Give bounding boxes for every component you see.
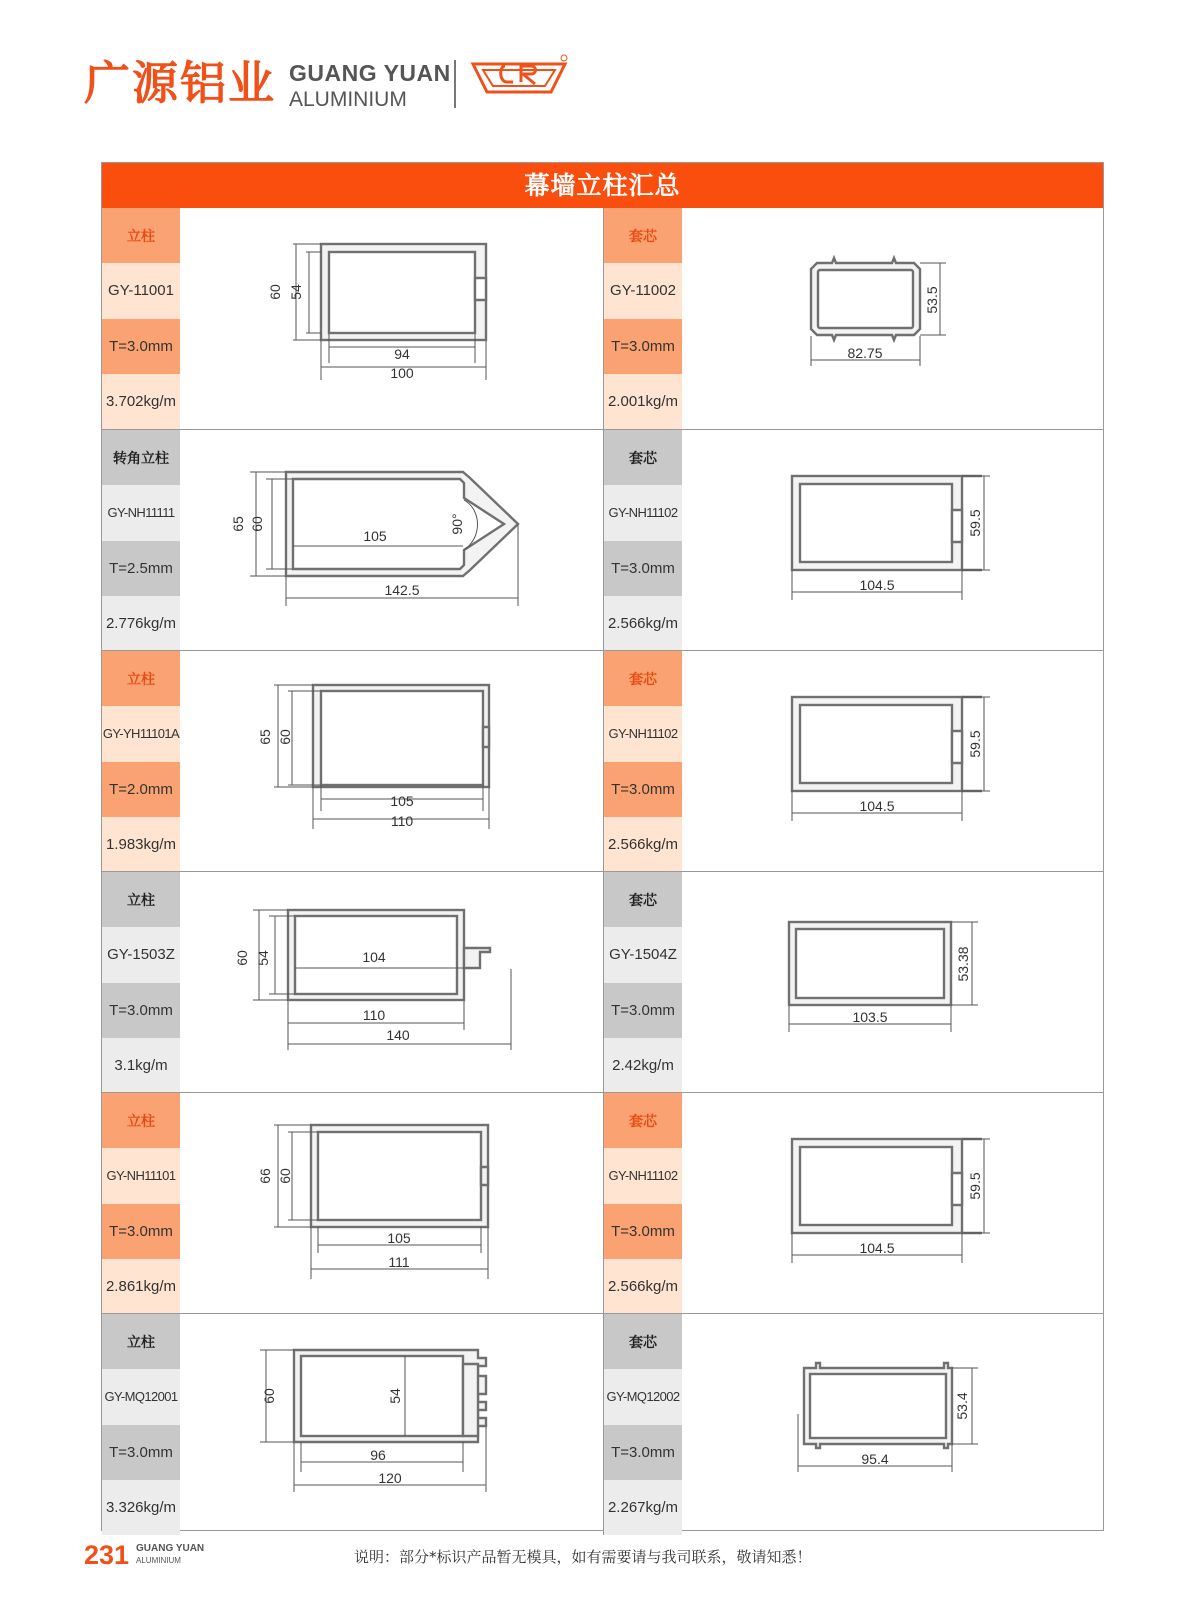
- product-model: GY-NH11102: [604, 706, 682, 761]
- product-model: GY-11002: [604, 263, 682, 318]
- gy-crown-logo-icon: [469, 52, 569, 109]
- unit-weight: 2.42kg/m: [604, 1038, 682, 1093]
- profile-section-svg: [180, 651, 602, 872]
- dimension-label: 105: [387, 1230, 411, 1246]
- profile-drawing: [682, 1314, 1104, 1535]
- product-cell: [603, 1314, 1103, 1535]
- profile-section-svg: [180, 872, 602, 1093]
- wall-thickness: T=3.0mm: [102, 319, 180, 374]
- spec-column: [102, 651, 180, 872]
- dimension-label: 60: [234, 950, 250, 966]
- spec-column: [604, 651, 682, 872]
- dimension-label: 110: [390, 813, 414, 829]
- product-category: 立柱: [102, 872, 180, 927]
- product-cell: [102, 208, 602, 429]
- dimension-label: 59.5: [967, 730, 983, 758]
- unit-weight: 2.861kg/m: [102, 1259, 180, 1314]
- product-category: 套芯: [604, 651, 682, 706]
- wall-thickness: T=3.0mm: [604, 1204, 682, 1259]
- dimension-label: 60: [249, 516, 265, 532]
- unit-weight: 2.566kg/m: [604, 596, 682, 651]
- spec-column: [102, 1314, 180, 1535]
- product-cell: [102, 1314, 602, 1535]
- dimension-label: 53.38: [955, 946, 971, 982]
- product-cell: [603, 872, 1103, 1093]
- dimension-label: 60: [277, 1168, 293, 1184]
- dimension-label: 103.5: [852, 1009, 888, 1025]
- product-model: GY-NH11111: [102, 485, 180, 540]
- spec-column: [102, 1093, 180, 1314]
- profile-section-svg: [682, 1314, 1104, 1535]
- profile-section-svg: [682, 872, 1104, 1093]
- dimension-label: 90°: [449, 513, 465, 535]
- page-number: 231: [84, 1540, 130, 1570]
- profile-drawing: [682, 1093, 1104, 1314]
- spec-column: [604, 1314, 682, 1535]
- product-cell: [102, 872, 602, 1093]
- product-category: 立柱: [102, 651, 180, 706]
- unit-weight: 2.776kg/m: [102, 596, 180, 651]
- product-category: 转角立柱: [102, 430, 180, 485]
- profile-drawing: [682, 651, 1104, 872]
- dimension-label: 65: [257, 729, 273, 745]
- dimension-label: 96: [370, 1447, 386, 1463]
- product-model: GY-1504Z: [604, 927, 682, 982]
- unit-weight: 1.983kg/m: [102, 817, 180, 872]
- table-row: [102, 429, 1103, 650]
- dimension-label: 60: [277, 729, 293, 745]
- profile-drawing: [180, 651, 602, 872]
- dimension-label: 65: [230, 516, 246, 532]
- profile-section-svg: [180, 1093, 602, 1314]
- spec-column: [102, 208, 180, 429]
- product-category: 套芯: [604, 208, 682, 263]
- dimension-label: 104.5: [859, 577, 895, 593]
- wall-thickness: T=3.0mm: [604, 1425, 682, 1480]
- profile-section-svg: [180, 208, 602, 429]
- wall-thickness: T=3.0mm: [102, 983, 180, 1038]
- dimension-label: 59.5: [967, 1172, 983, 1200]
- dimension-label: 140: [386, 1027, 410, 1043]
- profile-section-svg: [180, 1314, 602, 1535]
- spec-column: [102, 872, 180, 1093]
- spec-column: [604, 430, 682, 651]
- product-cell: [603, 651, 1103, 872]
- wall-thickness: T=2.0mm: [102, 762, 180, 817]
- product-cell: [102, 1093, 602, 1314]
- profile-drawing: [180, 1314, 602, 1535]
- table-row: [102, 208, 1103, 429]
- profile-drawing: [682, 430, 1104, 651]
- unit-weight: 3.1kg/m: [102, 1038, 180, 1093]
- dimension-label: 53.4: [954, 1392, 970, 1420]
- dimension-label: 110: [362, 1007, 386, 1023]
- profile-drawing: [180, 430, 602, 651]
- dimension-label: 59.5: [967, 509, 983, 537]
- brand-name-cn: 广源铝业: [84, 56, 276, 110]
- wall-thickness: T=3.0mm: [102, 1204, 180, 1259]
- product-category: 立柱: [102, 1314, 180, 1369]
- table-title: 幕墙立柱汇总: [102, 163, 1103, 208]
- product-category: 套芯: [604, 1314, 682, 1369]
- product-category: 套芯: [604, 872, 682, 927]
- dimension-label: 120: [378, 1470, 402, 1486]
- product-cell: [603, 430, 1103, 651]
- product-model: GY-YH11101A: [102, 706, 180, 761]
- footer-brand-sub: ALUMINIUM: [136, 1556, 181, 1565]
- dimension-label: 95.4: [861, 1451, 889, 1467]
- unit-weight: 3.326kg/m: [102, 1480, 180, 1535]
- product-cell: [603, 208, 1103, 429]
- product-model: GY-MQ12001: [102, 1369, 180, 1424]
- table-row: [102, 1092, 1103, 1313]
- footer-note: 说明：部分*标识产品暂无模具，如有需要请与我司联系，敬请知悉！: [354, 1548, 812, 1566]
- dimension-label: 54: [387, 1388, 403, 1404]
- dimension-label: 60: [261, 1388, 277, 1404]
- product-category: 立柱: [102, 208, 180, 263]
- dimension-label: 54: [255, 950, 271, 966]
- dimension-label: 105: [390, 793, 414, 809]
- product-category: 套芯: [604, 430, 682, 485]
- profile-drawing: [682, 872, 1104, 1093]
- product-model: GY-MQ12002: [604, 1369, 682, 1424]
- profile-drawing: [180, 872, 602, 1093]
- dimension-label: 104.5: [859, 798, 895, 814]
- spec-column: [102, 430, 180, 651]
- unit-weight: 2.566kg/m: [604, 817, 682, 872]
- profile-drawing: [180, 1093, 602, 1314]
- page-footer: [84, 1540, 1134, 1580]
- profile-section-svg: [682, 1093, 1104, 1314]
- profile-section-svg: [682, 208, 1104, 429]
- dimension-label: 53.5: [924, 286, 940, 314]
- dimension-label: 100: [390, 365, 414, 381]
- profile-section-svg: [180, 430, 602, 651]
- unit-weight: 3.702kg/m: [102, 374, 180, 429]
- wall-thickness: T=3.0mm: [604, 983, 682, 1038]
- footer-brand: GUANG YUAN: [136, 1543, 205, 1554]
- product-model: GY-NH11102: [604, 1148, 682, 1203]
- dimension-label: 142.5: [384, 582, 420, 598]
- profile-drawing: [180, 208, 602, 429]
- brand-subtitle-en: ALUMINIUM: [289, 88, 407, 111]
- spec-column: [604, 872, 682, 1093]
- dimension-label: 104.5: [859, 1240, 895, 1256]
- wall-thickness: T=3.0mm: [604, 319, 682, 374]
- product-model: GY-11001: [102, 263, 180, 318]
- product-model: GY-NH11101: [102, 1148, 180, 1203]
- unit-weight: 2.267kg/m: [604, 1480, 682, 1535]
- profile-section-svg: [682, 651, 1104, 872]
- unit-weight: 2.566kg/m: [604, 1259, 682, 1314]
- product-category: 套芯: [604, 1093, 682, 1148]
- dimension-label: 54: [288, 284, 304, 300]
- table-row: [102, 650, 1103, 871]
- page-header: [84, 48, 604, 118]
- unit-weight: 2.001kg/m: [604, 374, 682, 429]
- product-model: GY-1503Z: [102, 927, 180, 982]
- product-cell: [102, 651, 602, 872]
- header-divider: [454, 60, 456, 108]
- dimension-label: 94: [394, 346, 410, 362]
- curtain-wall-mullion-table: [101, 162, 1104, 1531]
- profile-section-svg: [682, 430, 1104, 651]
- dimension-label: 66: [257, 1168, 273, 1184]
- wall-thickness: T=3.0mm: [102, 1425, 180, 1480]
- dimension-label: 82.75: [847, 345, 883, 361]
- product-category: 立柱: [102, 1093, 180, 1148]
- dimension-label: 111: [388, 1254, 410, 1270]
- product-model: GY-NH11102: [604, 485, 682, 540]
- spec-column: [604, 208, 682, 429]
- profile-drawing: [682, 208, 1104, 429]
- dimension-label: 104: [362, 949, 386, 965]
- dimension-label: 105: [363, 528, 387, 544]
- wall-thickness: T=3.0mm: [604, 541, 682, 596]
- brand-name-en: GUANG YUAN: [289, 60, 451, 86]
- wall-thickness: T=2.5mm: [102, 541, 180, 596]
- table-row: [102, 1313, 1103, 1534]
- wall-thickness: T=3.0mm: [604, 762, 682, 817]
- dimension-label: 60: [267, 284, 283, 300]
- product-cell: [603, 1093, 1103, 1314]
- table-row: [102, 871, 1103, 1092]
- spec-column: [604, 1093, 682, 1314]
- product-cell: [102, 430, 602, 651]
